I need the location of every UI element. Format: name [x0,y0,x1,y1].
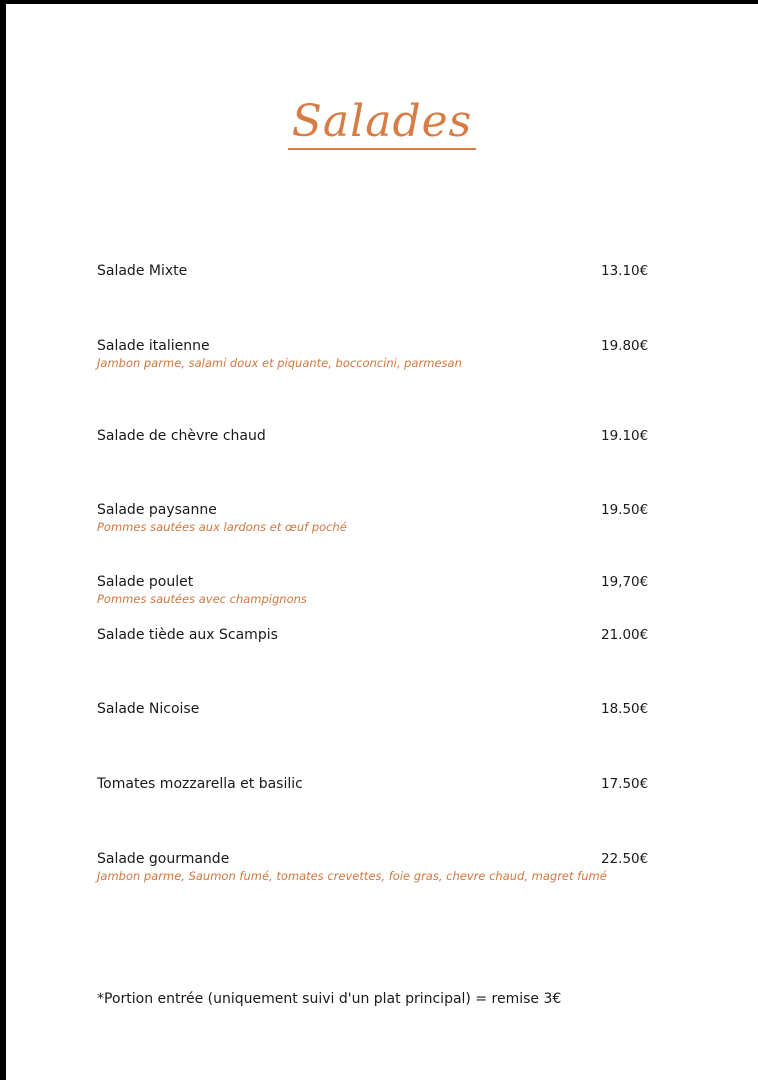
item-description: Pommes sautées avec champignons [97,592,307,606]
item-price: 19.50€ [601,502,649,518]
menu-item-salade-tiede-scampis [97,626,657,644]
item-price: 21.00€ [601,627,649,643]
item-name: Salade gourmande [97,851,230,867]
footnote: *Portion entrée (uniquement suivi d'un plat principal) = remise 3€ [97,991,562,1007]
item-price: 17.50€ [601,776,649,792]
item-name: Salade poulet [97,574,194,590]
item-description: Jambon parme, salami doux et piquante, bocconcini, parmesan [97,356,462,370]
item-name: Tomates mozzarella et basilic [97,776,303,792]
menu-page [6,4,758,1080]
item-name: Salade tiède aux Scampis [97,627,278,643]
menu-item-salade-gourmande [97,850,657,884]
item-name: Salade de chèvre chaud [97,428,266,444]
item-description: Pommes sautées aux lardons et œuf poché [97,520,347,534]
menu-item-salade-italienne [97,337,657,371]
menu-item-tomates-mozzarella [97,775,657,793]
menu-title: Salades [6,96,758,150]
item-name: Salade italienne [97,338,210,354]
menu-item-salade-mixte [97,262,657,280]
item-name: Salade paysanne [97,502,217,518]
item-name: Salade Mixte [97,263,188,279]
item-price: 13.10€ [601,263,649,279]
item-price: 18.50€ [601,701,649,717]
menu-item-salade-nicoise [97,700,657,718]
menu-item-salade-paysanne [97,501,657,535]
item-description: Jambon parme, Saumon fumé, tomates crevettes, foie gras, chevre chaud, magret fumé [97,869,607,883]
item-price: 19.80€ [601,338,649,354]
menu-item-salade-chevre-chaud [97,427,657,445]
item-price: 19.10€ [601,428,649,444]
menu-item-salade-poulet [97,573,657,607]
item-price: 19,70€ [601,574,649,590]
item-price: 22.50€ [601,851,649,867]
item-name: Salade Nicoise [97,701,200,717]
